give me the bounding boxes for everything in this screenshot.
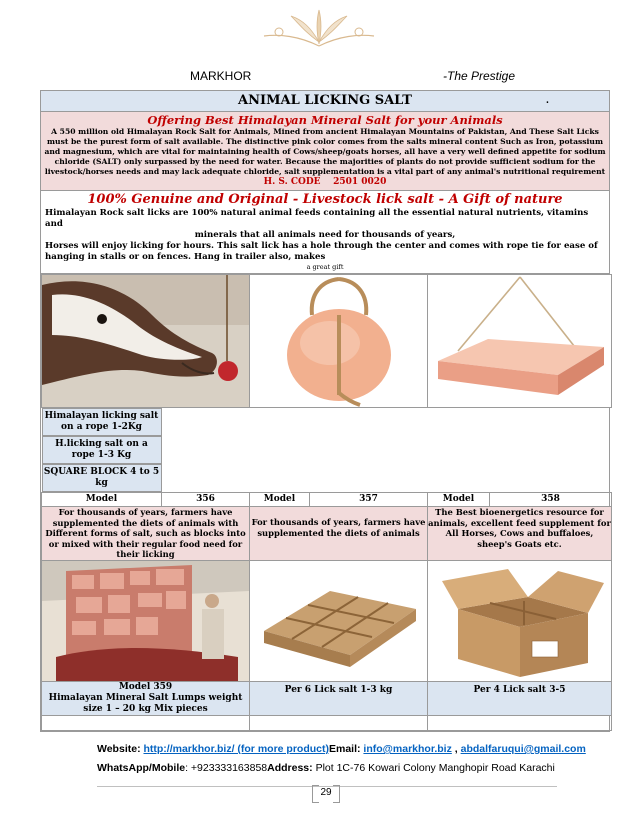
model-label-358: Model xyxy=(428,493,490,507)
hs-code: H. S. CODE 2501 0020 xyxy=(263,177,387,187)
horse-licking-image xyxy=(42,275,249,407)
model-number-358: 358 xyxy=(490,493,612,507)
packaging-image-6 xyxy=(250,561,428,682)
product-caption-358: SQUARE BLOCK 4 to 5 kg xyxy=(42,464,162,492)
product-image-359 xyxy=(42,561,250,682)
product-caption-357: H.licking salt on a rope 1-3 Kg xyxy=(42,436,162,464)
whatsapp-number: : +923333163858 xyxy=(185,762,268,774)
product-table xyxy=(41,274,612,731)
intro-section xyxy=(41,112,609,191)
genuine-heading: 100% Genuine and Original - Livestock lick salt - A Gift of nature xyxy=(87,192,563,207)
header-tagline: -The Prestige xyxy=(443,69,516,83)
product-image-356 xyxy=(42,275,250,408)
intro-paragraph: A 550 million old Himalayan Rock Salt for Animals, Mined from ancient Himalayan Mountains of Pakistan, And These Salt Licks must be the purest form of salt available. The distinctive pink color comes from the salts mineral content Such as Iron, potassium and magnesium, which are vital for maintaining health of Cows/sheep/goats horses, all have a very well defined appetite for sodium chloride (SALT) only surpassed by the need for water. Because the majorities of plants do not provide sufficient sodium for the livestock/horses needs and may lack adequate chloride, salt supplementation is a vital part of any animal's nutritional requirement xyxy=(44,127,606,176)
gift-note: a great gift xyxy=(306,263,344,271)
email-link-info[interactable]: info@markhor.biz xyxy=(363,743,452,755)
title-mark: . xyxy=(545,96,549,106)
product-desc-357: For thousands of years, farmers have supplemented the diets of animals xyxy=(250,507,428,561)
footer-contact-line: Website: http://markhor.biz/ (for more product)Email: info@markhor.biz , abdalfaruqui@gmail.com xyxy=(97,743,586,755)
description-section xyxy=(41,191,609,274)
packaging-caption-6: Per 6 Lick salt 1-3 kg xyxy=(250,682,428,716)
salt-lumps-truck-image xyxy=(42,561,249,681)
lumps-caption: Himalayan Mineral Salt Lumps weight size 1 – 20 kg Mix pieces xyxy=(48,693,243,714)
model-359-label: Model 359 xyxy=(118,682,173,692)
product-sheet xyxy=(40,90,610,732)
page-number: 29 xyxy=(312,786,340,800)
product-image-358 xyxy=(428,275,612,408)
product-caption-356: Himalayan licking salt on a rope 1-2Kg xyxy=(42,408,162,436)
email-link-gmail[interactable]: abdalfaruqui@gmail.com xyxy=(460,743,586,755)
square-block-image xyxy=(428,275,611,407)
address: Plot 1C-76 Kowari Colony Manghopir Road Karachi xyxy=(315,762,555,774)
model-number-356: 356 xyxy=(162,493,250,507)
header-ornament xyxy=(259,6,379,50)
page-bracket-left xyxy=(312,785,319,803)
product-desc-356: For thousands of years, farmers have supplemented the diets of animals with Different forms of salt, such as blocks into or mixed with their regular food need for their licking xyxy=(42,507,250,561)
empty-cell-2 xyxy=(250,716,428,731)
model-number-357: 357 xyxy=(310,493,428,507)
six-cell-tray-image xyxy=(250,561,427,681)
website-link[interactable]: http://markhor.biz/ (for more product) xyxy=(143,743,329,755)
model-label-357: Model xyxy=(250,493,310,507)
lumps-caption-cell xyxy=(42,682,250,716)
model-label-356: Model xyxy=(42,493,162,507)
product-desc-358: The Best bioenergetics resource for animals, excellent feed supplement for All Horses, Cows and buffaloes, sheep's Goats etc. xyxy=(428,507,612,561)
footer-address-line: WhatsApp/Mobile: +923333163858Address: Plot 1C-76 Kowari Colony Manghopir Road Karachi xyxy=(97,762,555,774)
header-brand: MARKHOR xyxy=(190,69,252,83)
empty-cell-1 xyxy=(42,716,250,731)
packaging-image-4 xyxy=(428,561,612,682)
four-cell-box-image xyxy=(428,561,611,681)
page-title: ANIMAL LICKING SALT . xyxy=(41,91,609,112)
packaging-caption-4: Per 4 Lick salt 3-5 xyxy=(428,682,612,716)
empty-cell-3 xyxy=(428,716,612,731)
page-bracket-right xyxy=(333,785,340,803)
product-image-357 xyxy=(250,275,428,408)
description-paragraph: Himalayan Rock salt licks are 100% natural animal feeds containing all the essential natural nutrients, vitamins and minerals that all animals need for thousands of years, Horses will enjoy licking for hours. This salt lick has a hole through the center and comes with rope tie for ease of hanging in stalls or on fences. Hang in trailer also, makes xyxy=(45,208,598,262)
round-salt-lick-image xyxy=(250,275,427,407)
subtitle: Offering Best Himalayan Mineral Salt for your Animals xyxy=(147,113,503,127)
